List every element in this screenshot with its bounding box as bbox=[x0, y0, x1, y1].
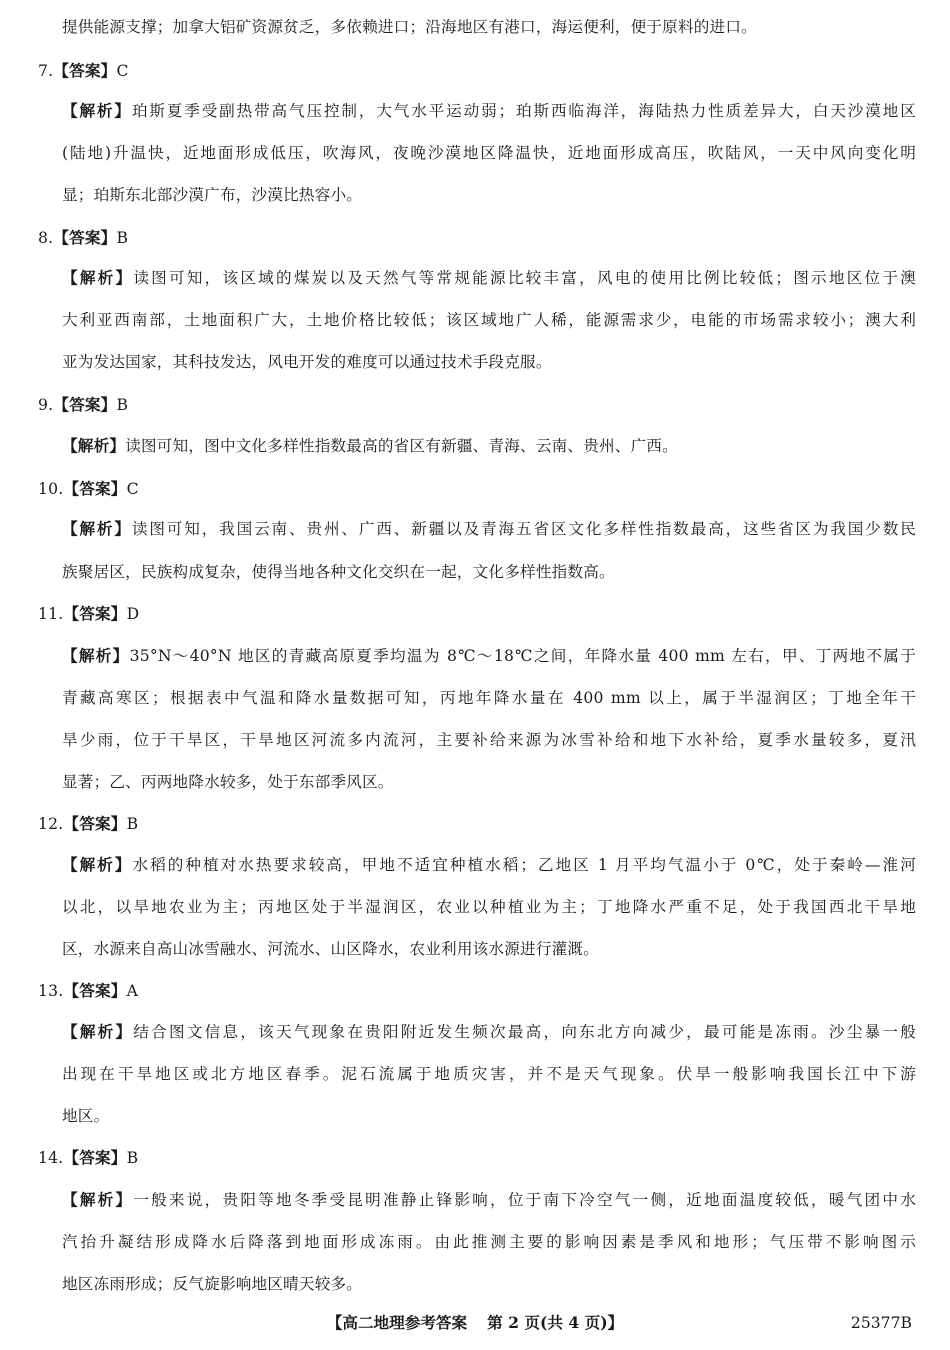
line-text: 汽抬升凝结形成降水后降落到地面形成冻雨。由此推测主要的影响因素是季风和地形；气压带不影响图示 bbox=[62, 1233, 916, 1251]
explanation-line bbox=[62, 351, 916, 373]
footer-title: 【高二地理参考答案 bbox=[326, 1313, 468, 1332]
line-text: 旱少雨，位于干旱区，干旱地区河流多内流河，主要补给来源为冰雪补给和地下水补给，夏季水量较多，夏汛 bbox=[62, 731, 916, 749]
line-text: 青藏高寒区；根据表中气温和降水量数据可知，丙地年降水量在 400 mm 以上，属于半湿润区；丁地全年干 bbox=[62, 689, 916, 707]
label-text: 【答案】 bbox=[63, 479, 127, 498]
explanation-line bbox=[62, 1189, 916, 1211]
explanation-line bbox=[62, 518, 916, 540]
explanation-line bbox=[62, 100, 916, 122]
explanation-line bbox=[62, 729, 916, 751]
explanation-line bbox=[62, 1105, 916, 1127]
line-text: 14. bbox=[38, 1149, 64, 1167]
explanation-line bbox=[62, 645, 916, 667]
line-text: 大利亚西南部，土地面积广大，土地价格比较低；该区域地广人稀，能源需求少，电能的市场需求较小；澳大利 bbox=[62, 311, 916, 329]
explanation-line bbox=[62, 435, 916, 457]
explanation-line bbox=[62, 184, 916, 206]
label-text: 【答案】 bbox=[63, 981, 127, 1000]
explanation-line bbox=[62, 142, 916, 164]
line-text: (陆地)升温快，近地面形成低压，吹海风，夜晚沙漠地区降温快，近地面形成高压，吹陆风，一天中风向变化明 bbox=[62, 144, 916, 162]
explanation-line bbox=[62, 938, 916, 960]
line-text: B bbox=[116, 396, 129, 414]
line-text: 以北，以旱地农业为主；丙地区处于半湿润区，农业以种植业为主；丁地降水严重不足，处于我国西北干旱地 bbox=[62, 898, 916, 916]
explanation-line bbox=[62, 561, 916, 583]
line-text: 一般来说，贵阳等地冬季受昆明准静止锋影响，位于南下冷空气一侧，近地面温度较低，暖气团中水 bbox=[133, 1191, 916, 1209]
footer-center bbox=[0, 1312, 950, 1334]
answer-heading bbox=[38, 478, 139, 500]
line-text: 珀斯夏季受副热带高气压控制，大气水平运动弱；珀斯西临海洋，海陆热力性质差异大，白天沙漠地区 bbox=[131, 102, 916, 120]
line-text: 12. bbox=[38, 815, 64, 833]
line-text: 读图可知，图中文化多样性指数最高的省区有新疆、青海、云南、贵州、广西。 bbox=[125, 437, 678, 455]
label-text: 【答案】 bbox=[53, 228, 117, 247]
label-text: 【解析】 bbox=[62, 519, 132, 538]
explanation-line bbox=[62, 1063, 916, 1085]
line-text: 亚为发达国家，其科技发达，风电开发的难度可以通过技术手段克服。 bbox=[62, 353, 552, 371]
page-footer bbox=[0, 1312, 950, 1334]
line-text: 提供能源支撑；加拿大铝矿资源贫乏，多依赖进口；沿海地区有港口，海运便利，便于原料的进口。 bbox=[62, 18, 757, 36]
answer-heading bbox=[38, 227, 128, 249]
answer-heading bbox=[38, 60, 129, 82]
label-text: 【答案】 bbox=[63, 604, 127, 623]
answer-heading bbox=[38, 980, 138, 1002]
line-text: B bbox=[116, 229, 129, 247]
explanation-line bbox=[62, 1273, 916, 1295]
line-text: D bbox=[126, 605, 140, 623]
line-text: 8. bbox=[38, 229, 54, 247]
line-text: 35°N～40°N 地区的青藏高原夏季均温为 8℃～18℃之间，年降水量 400 mm 左右，甲、丁两地不属于 bbox=[129, 647, 916, 665]
label-text: 【解析】 bbox=[62, 268, 134, 287]
line-text: 水稻的种植对水热要求较高，甲地不适宜种植水稻；乙地区 1 月平均气温小于 0℃，处于秦岭—淮河 bbox=[132, 856, 916, 874]
answer-heading bbox=[38, 1147, 138, 1169]
answer-heading bbox=[38, 394, 128, 416]
line-text: 读图可知，我国云南、贵州、广西、新疆以及青海五省区文化多样性指数最高，这些省区为我国少数民 bbox=[131, 520, 916, 538]
explanation-line bbox=[62, 1021, 916, 1043]
label-text: 【解析】 bbox=[62, 646, 130, 665]
explanation-line bbox=[62, 896, 916, 918]
line-text: 9. bbox=[38, 396, 54, 414]
line-text: 10. bbox=[38, 480, 64, 498]
line-text: 11. bbox=[38, 605, 64, 623]
line-text: C bbox=[126, 480, 139, 498]
line-text: 族聚居区，民族构成复杂，使得当地各种文化交织在一起，文化多样性指数高。 bbox=[62, 563, 615, 581]
line-text: 显；珀斯东北部沙漠广布，沙漠比热容小。 bbox=[62, 186, 363, 204]
label-text: 【答案】 bbox=[53, 395, 117, 414]
line-text: A bbox=[126, 982, 139, 1000]
explanation-line bbox=[62, 854, 916, 876]
label-text: 【解析】 bbox=[62, 855, 133, 874]
line-text: 地区冻雨形成；反气旋影响地区晴天较多。 bbox=[62, 1275, 363, 1293]
explanation-line bbox=[62, 267, 916, 289]
line-text: 地区。 bbox=[62, 1107, 110, 1125]
line-text: 区，水源来自高山冰雪融水、河流水、山区降水，农业利用该水源进行灌溉。 bbox=[62, 940, 599, 958]
label-text: 【答案】 bbox=[63, 1148, 127, 1167]
label-text: 【答案】 bbox=[53, 61, 117, 80]
line-text: C bbox=[116, 62, 129, 80]
explanation-line bbox=[62, 771, 916, 793]
line-text: 7. bbox=[38, 62, 54, 80]
footer-page-number: 第 2 页(共 4 页)】 bbox=[487, 1313, 624, 1332]
line-text: 显著；乙、丙两地降水较多，处于东部季风区。 bbox=[62, 773, 394, 791]
explanation-line bbox=[62, 309, 916, 331]
explanation-line bbox=[62, 1231, 916, 1253]
line-text: 结合图文信息，该天气现象在贵阳附近发生频次最高，向东北方向减少，最可能是冻雨。沙尘暴一般 bbox=[133, 1023, 916, 1041]
answer-heading bbox=[38, 813, 138, 835]
line-text: B bbox=[126, 1149, 139, 1167]
line-text: B bbox=[126, 815, 139, 833]
answer-heading bbox=[38, 603, 139, 625]
footer-code: 25377B bbox=[850, 1314, 912, 1332]
label-text: 【解析】 bbox=[62, 1190, 134, 1209]
label-text: 【解析】 bbox=[62, 1022, 134, 1041]
line-text: 读图可知，该区域的煤炭以及天然气等常规能源比较丰富，风电的使用比例比较低；图示地区位于澳 bbox=[133, 269, 916, 287]
line-text: 13. bbox=[38, 982, 64, 1000]
label-text: 【答案】 bbox=[63, 814, 127, 833]
explanation-line bbox=[62, 687, 916, 709]
label-text: 【解析】 bbox=[62, 101, 132, 120]
label-text: 【解析】 bbox=[62, 436, 126, 455]
line-text: 出现在干旱地区或北方地区春季。泥石流属于地质灾害，并不是天气现象。伏旱一般影响我国长江中下游 bbox=[62, 1065, 916, 1083]
explanation-line bbox=[62, 16, 916, 38]
